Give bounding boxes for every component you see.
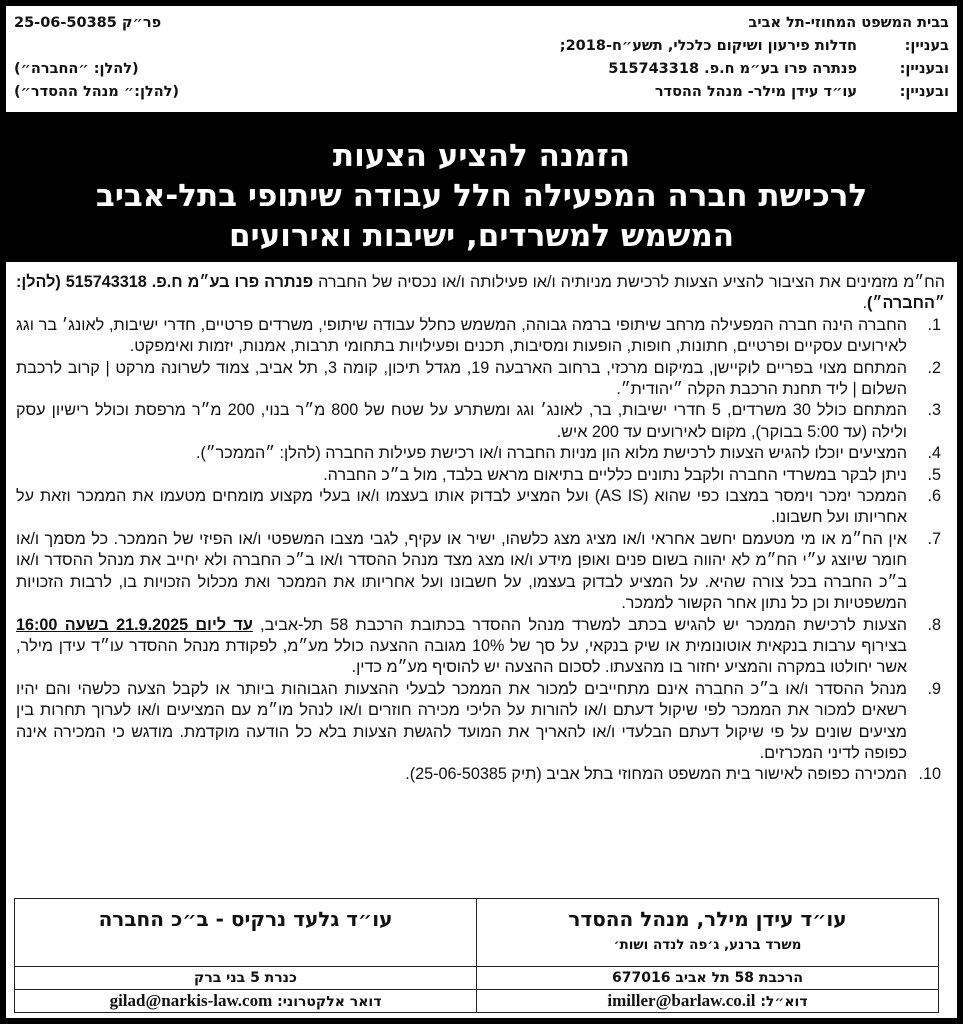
matter-label: בעניין: xyxy=(904,38,949,54)
list-item xyxy=(16,315,945,358)
company-counsel-signature xyxy=(15,899,476,1012)
item-number: 3. xyxy=(927,401,941,420)
list-item xyxy=(16,400,945,443)
counsel-address: כנרת 5 בני ברק xyxy=(15,967,476,990)
legal-notice xyxy=(6,6,957,1018)
item-text: אין הח״מ או מי מטעמם יחשב אחראי ו/או מציג מצג כלשהו, ישיר או עקיף, לגבי מצבו המשפטי ו/או הפיזי של הממכר. כל מסמך ו/או חומר שיוצג ע״י הח״מ לא יהווה בשום פנים ואופן מידע ו/או מצג מצד מנהל ההסדר ו/או ב״כ החברה ולא יחייב את מנהל ההסדר ו/או ב״כ החברה בכל צורה שהיא. על המציע לבדוק בעצמו, על חשבונו ועל אחריותו את הממכר ואת מכלול הזכויות בו, לרבות הזכויות המשפטיות וכן כל נתון אחר הקשור לממכר. xyxy=(16,529,907,613)
administrator-office: משרד ברנע, ג׳פה לנדה ושות׳ xyxy=(613,937,802,953)
intro-text: הח״מ מזמינים את הציבור להציע הצעות לרכישת מניותיה ו/או פעילותה ו/או נכסיה של החברה xyxy=(313,273,946,291)
terms-list xyxy=(16,315,945,786)
item-text: המכירה כפופה לאישור בית המשפט המחוזי בתל אביב (תיק 25-06-50385). xyxy=(405,765,907,784)
list-item xyxy=(16,443,945,464)
list-item xyxy=(16,358,945,401)
item-text: הממכר ימכר וימסר במצבו כפי שהוא (AS IS) ועל המציע לבדוק אותו בעצמו ו/או בעלי מקצוע מומחים מטעמו את הממכר וזאת על אחריותו ועל חשבונו. xyxy=(16,487,907,527)
administrator-signature xyxy=(476,899,938,1012)
list-item xyxy=(16,486,945,529)
administrator-name: עו״ד עידן מילר, מנהל ההסדר xyxy=(568,907,847,931)
title-line-1: הזמנה להציע הצעות xyxy=(332,138,631,174)
counsel-name: עו״ד גלעד נרקיס - ב״כ החברה xyxy=(98,907,393,931)
signature-table xyxy=(14,898,939,1013)
list-item xyxy=(16,529,945,615)
title-band xyxy=(0,112,963,262)
item-text: בצירוף ערבות בנקאית אוטונומית או שיק בנקאי, על סך של 10% מגובה ההצעה כולל מע״מ, לפקודת מנהל ההסדר עו״ד עידן מילר, אשר יחולטו במקרה והמציע יחזור בו מהצעתו. לסכום ההצעה יש להוסיף מע״מ כדין. xyxy=(16,636,907,677)
intro-company: פנתרה פרו בע״מ ח.פ. 515743318 (להלן: ״החברה״) xyxy=(16,273,945,313)
case-number: פר״ק 25-06-50385 xyxy=(14,15,162,31)
item-text: המציעים יוכלו להגיש הצעות לרכישת מלוא הון מניות החברה ו/או רכישת פעילות החברה (להלן: ״הממכר״). xyxy=(196,444,907,463)
list-item xyxy=(16,615,945,679)
counsel-email-link[interactable]: gilad@narkis-law.com xyxy=(109,991,273,1010)
item-number: 6. xyxy=(927,487,941,506)
counsel-email-row xyxy=(15,990,476,1012)
administrator-email-row xyxy=(477,990,938,1012)
item-text: המתחם מצוי בפריים לוקיישן, במיקום מרכזי, ברחוב הארבעה 19, מגדל תיכון, קומה 3, תל אביב, צמוד לשרונה מרקט | קרוב לרכבת השלום | ליד תחנת הרכבת הקלה ״יהודית״. xyxy=(16,358,907,399)
item-text: מנהל ההסדר ו/או ב״כ החברה אינם מתחייבים למכור את הממכר לבעלי ההצעות הגבוהות ביותר או לקבל הצעה כלשהי והם יהיו רשאים למכור את הממכר לפי שיקול דעתם ו/או להורות על הליכי מכירה חוזרים ו/או לנהל מו״מ עם המציעים ו/או לערוך תחרות בין מציעים שונים על פי שיקול דעתם הבלעדי ו/או להאריך את המועד להגשת הצעות בלא כל הודעה מוקדמת. מודגש כי המכירה אינה כפופה לדיני המכרזים. xyxy=(16,679,907,762)
matter-label: ובעניין: xyxy=(899,61,949,77)
intro-end: . xyxy=(862,294,867,313)
case-header xyxy=(6,6,957,112)
administrator-email-link[interactable]: imiller@barlaw.co.il xyxy=(607,991,756,1010)
title-line-2: לרכישת חברה המפעילה חלל עבודה שיתופי בתל-אביב xyxy=(95,178,868,214)
list-item xyxy=(16,764,945,785)
list-item xyxy=(16,679,945,765)
matter-label: ובעניין: xyxy=(899,84,949,100)
administrator-alias: (להלן:״ מנהל ההסדר״) xyxy=(14,84,180,100)
list-item xyxy=(16,465,945,486)
intro-paragraph xyxy=(16,272,945,315)
item-text: הצעות לרכישת הממכר יש להגיש בכתב למשרד מנהל ההסדר בכתובת הרכבת 58 תל-אביב, xyxy=(252,615,908,634)
item-number: 5. xyxy=(927,465,941,484)
item-number: 10. xyxy=(918,765,941,784)
company-alias: (להלן: ״החברה״) xyxy=(14,61,139,77)
item-number: 9. xyxy=(927,679,941,698)
item-text: המתחם כולל 30 משרדים, 5 חדרי ישיבות, בר, לאונג׳ וגג ומשתרע על שטח של 800 מ״ר בנוי, 200 מ״ר מרפסת וכולל רישיון עסק ולילה (עד 5:00 בבוקר), מקום לאירועים עד 200 איש. xyxy=(16,401,907,441)
email-label: דואר אלקטרוני: xyxy=(277,994,382,1010)
administrator-address: הרכבת 58 תל אביב 677016 xyxy=(477,967,938,990)
notice-body xyxy=(16,268,945,786)
court-name: בבית המשפט המחוזי-תל אביב xyxy=(748,15,949,31)
title-line-3: המשמש למשרדים, ישיבות ואירועים xyxy=(228,218,735,254)
item-number: 4. xyxy=(927,444,941,463)
email-label: דוא״ל: xyxy=(760,994,808,1010)
item-text: ניתן לבקר במשרדי החברה ולקבל נתונים כלליים בתיאום מראש בלבד, מול ב״כ החברה. xyxy=(323,465,907,484)
item-number: 7. xyxy=(927,529,941,548)
matter-value: חדלות פירעון ושיקום כלכלי, תשע״ח-2018; xyxy=(559,38,857,54)
item-text: החברה הינה חברה המפעילה מרחב שיתופי ברמה גבוהה, המשמש כחלל עבודה שיתופי, משרדים פרטיים, חדרי ישיבות, לאונג׳ בר וגג לאירועים עסקיים ופרטיים, חתונות, חופות, הופעות ומסיבות, תכנים ופעילויות בתחומי תרבות, אמנות, יזמות ואימפקט. xyxy=(16,315,907,356)
item-number: 8. xyxy=(927,615,941,634)
submission-deadline: עד ליום 21.9.2025 בשעה 16:00 xyxy=(16,615,253,634)
item-number: 1. xyxy=(927,315,941,334)
administrator-value: עו״ד עידן מילר- מנהל ההסדר xyxy=(654,84,857,100)
item-number: 2. xyxy=(927,358,941,377)
company-value: פנתרה פרו בע״מ ח.פ. 515743318 xyxy=(608,61,857,77)
